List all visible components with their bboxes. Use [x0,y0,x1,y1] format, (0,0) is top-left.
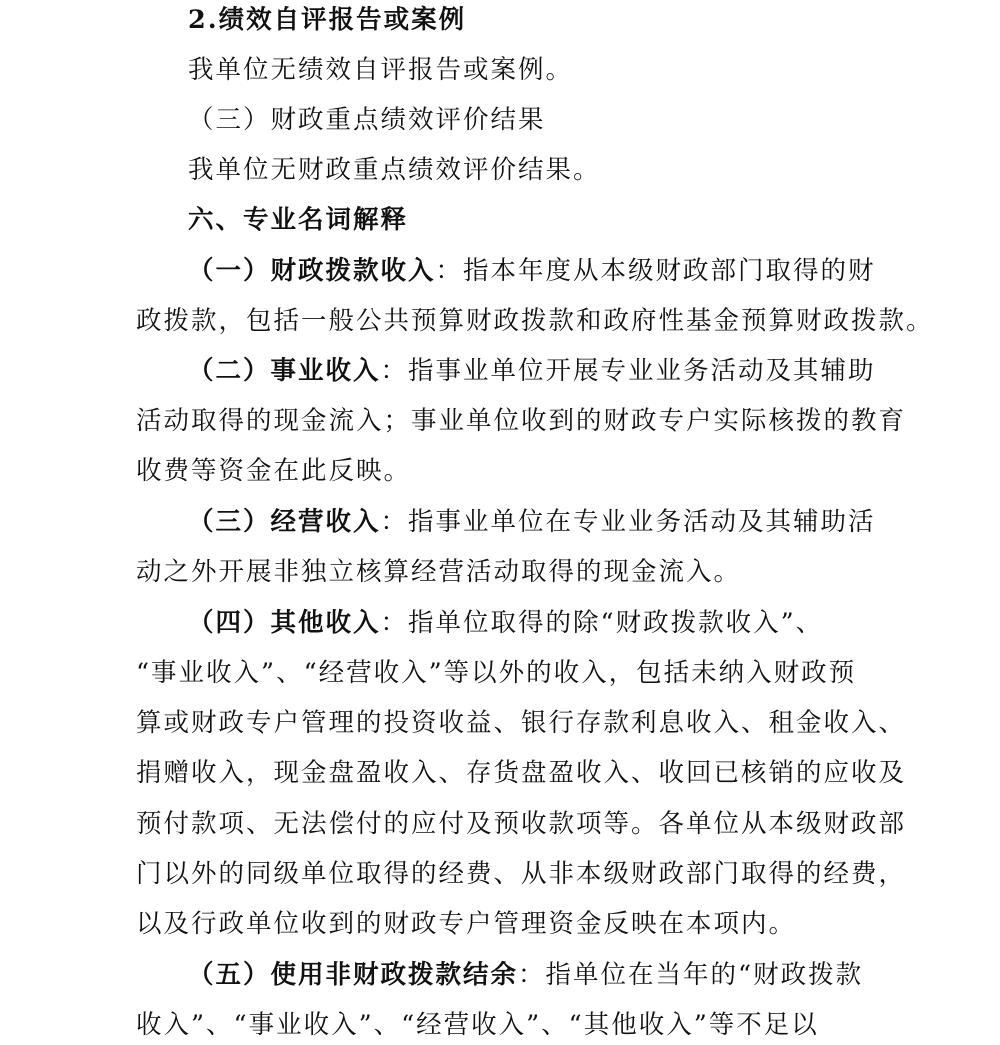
term-non-fiscal-surplus-line-2: 收入”、“事业收入”、“经营收入”、“其他收入”等不足以 [136,1010,819,1040]
term-label: （四）其他收入 [188,608,381,638]
term-other-income-line-6: 门以外的同级单位取得的经费、从非本级财政部门取得的经费， [136,859,907,889]
term-text: 指本年度从本级财政部门取得的财 [463,256,876,286]
term-fiscal-appropriation-line-2: 政拨款，包括一般公共预算财政拨款和政府性基金预算财政拨款。 [136,306,934,336]
term-separator: ： [380,608,409,638]
term-other-income-line-2: “事业收入”、“经营收入”等以外的收入，包括未纳入财政预 [136,658,857,688]
paragraph-no-self-evaluation: 我单位无绩效自评报告或案例。 [188,55,574,85]
term-text: 指单位取得的除“财政拨款收入”、 [408,608,824,638]
term-other-income-line-7: 以及行政单位收到的财政专户管理资金反映在本项内。 [136,909,797,939]
term-other-income-line-5: 预付款项、无法偿付的应付及预收款项等。各单位从本级财政部 [136,809,907,839]
term-separator: ： [380,356,409,386]
term-text: 指事业单位在专业业务活动及其辅助活 [408,507,876,537]
term-label: （五）使用非财政拨款结余 [188,960,519,990]
term-business-income-line-1 [188,351,876,391]
term-label: （二）事业收入 [188,356,381,386]
heading-performance-self-evaluation: 2.绩效自评报告或案例 [188,5,467,35]
term-separator: ： [380,507,409,537]
term-label: （三）经营收入 [188,507,381,537]
term-other-income-line-3: 算或财政专户管理的投资收益、银行存款利息收入、租金收入、 [136,708,907,738]
section-title-terms: 六、专业名词解释 [188,205,409,235]
term-operating-income-line-1 [188,502,876,542]
term-separator: ： [435,256,464,286]
term-label: （一）财政拨款收入 [188,256,436,286]
term-text: 指事业单位开展专业业务活动及其辅助 [408,356,876,386]
term-business-income-line-3: 收费等资金在此反映。 [136,456,412,486]
term-text: 指单位在当年的“财政拨款 [545,960,864,990]
term-non-fiscal-surplus-line-1 [188,955,863,995]
term-separator: ： [518,960,546,990]
paragraph-no-key-evaluation: 我单位无财政重点绩效评价结果。 [188,155,601,185]
term-operating-income-line-2: 动之外开展非独立核算经营活动取得的现金流入。 [136,557,742,587]
term-other-income-line-4: 捐赠收入，现金盘盈收入、存货盘盈收入、收回已核销的应收及 [136,758,907,788]
term-business-income-line-2: 活动取得的现金流入；事业单位收到的财政专户实际核拨的教育 [136,406,907,436]
term-fiscal-appropriation-line-1 [188,251,876,291]
subheading-key-evaluation-results: （三）财政重点绩效评价结果 [188,105,546,135]
term-other-income-line-1 [188,603,823,643]
